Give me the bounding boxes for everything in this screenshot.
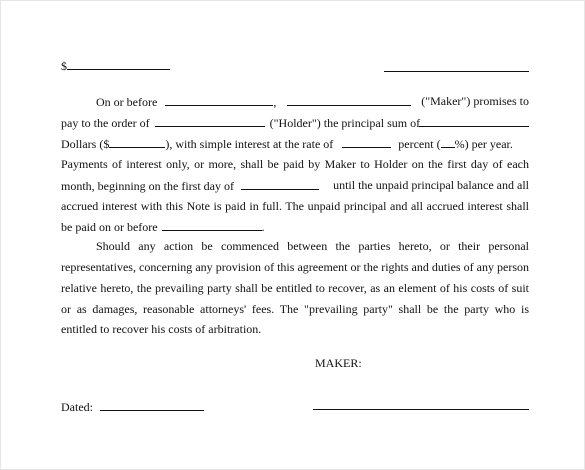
holder-name-blank bbox=[155, 115, 265, 127]
dollar-sign: $ bbox=[61, 59, 67, 73]
para2-line3: relative hereto, the prevailing party shall be entitled to recover, as an element of his costs of suit bbox=[61, 281, 529, 295]
rate-blank bbox=[342, 136, 391, 148]
principal-sum-blank bbox=[419, 115, 529, 127]
percent-blank bbox=[441, 136, 455, 148]
dollars-blank bbox=[109, 136, 165, 148]
amount-blank bbox=[67, 58, 170, 70]
maker-label: MAKER: bbox=[315, 356, 362, 370]
maturity-date-blank bbox=[162, 219, 262, 231]
para1-line3: Dollars ($ ), with simple interest at the rate of percent ( %) per year. bbox=[61, 137, 513, 151]
maker-signature-line bbox=[313, 409, 529, 410]
para2-line2: representatives, concerning any provision of this agreement or the rights and duties of any person bbox=[61, 260, 529, 274]
amount-line bbox=[61, 58, 170, 73]
dated-line bbox=[61, 399, 204, 414]
para2-line5: entitled to recover his costs of arbitration. bbox=[61, 322, 262, 336]
top-right-blank bbox=[384, 71, 529, 72]
para1-line2: pay to the order of ("Holder") the principal sum of bbox=[61, 115, 529, 130]
dated-blank bbox=[100, 399, 204, 411]
para1-line1: On or before , ("Maker") promises to bbox=[96, 94, 529, 109]
maker-name-blank bbox=[287, 94, 411, 106]
para1-line5: month, beginning on the first day of until the unpaid principal balance and all bbox=[61, 178, 529, 193]
para2-line4: or as damages, reasonable attorneys' fees. The "prevailing party" shall be the party who is bbox=[61, 302, 529, 316]
first-payment-blank bbox=[241, 178, 319, 190]
para1-line4: Payments of interest only, or more, shall be paid by Maker to Holder on the first day of each bbox=[61, 157, 529, 171]
date-blank bbox=[165, 94, 273, 106]
para1-line7: be paid on or before . bbox=[61, 220, 265, 234]
para2-line1: Should any action be commenced between the parties hereto, or their personal bbox=[96, 239, 529, 253]
dated-label: Dated: bbox=[61, 400, 93, 414]
para1-line6: accrued interest with this Note is paid in full. The unpaid principal and all accrued interest shall bbox=[61, 199, 529, 213]
